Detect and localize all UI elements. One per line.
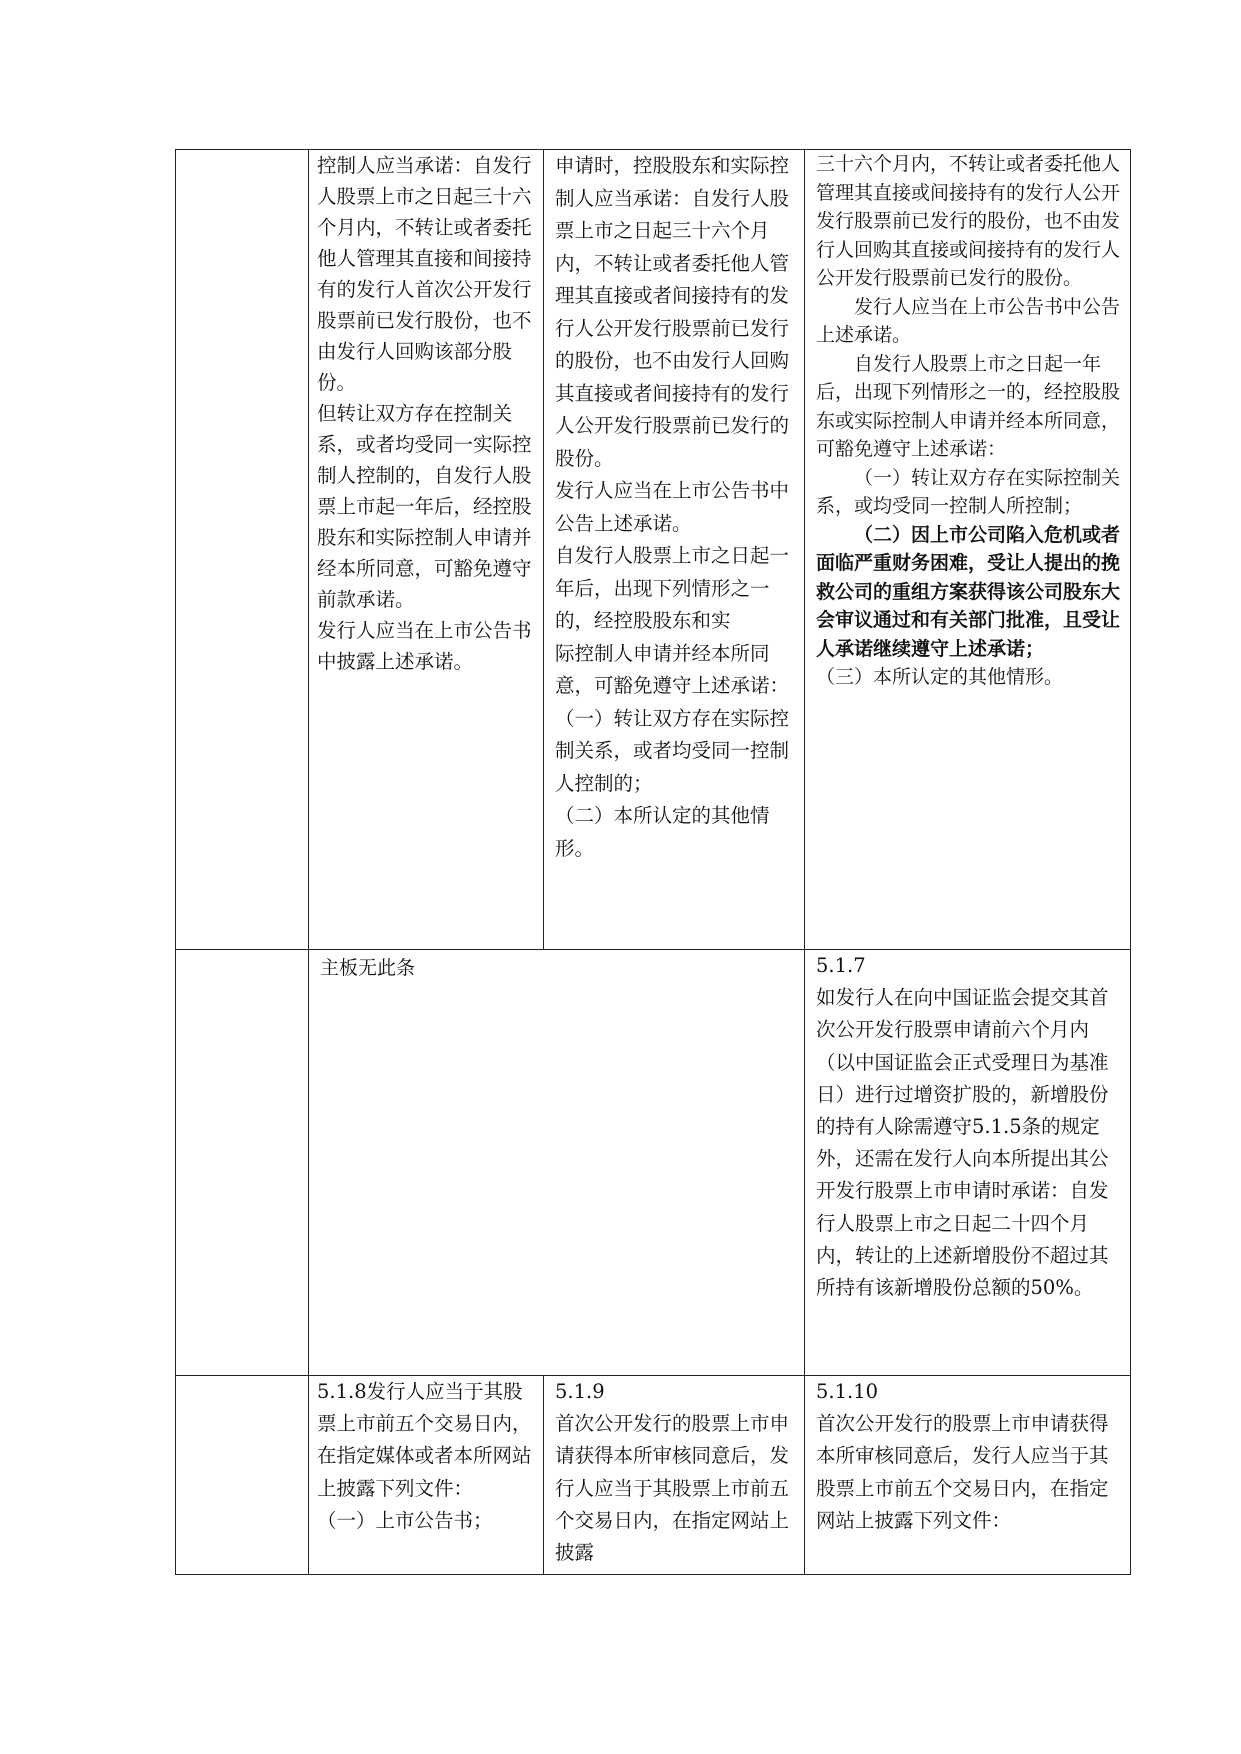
- row3-col3-para: 5.1.10: [816, 1380, 879, 1403]
- row1-col3-para: （三）本所认定的其他情形。: [816, 666, 1064, 688]
- row1-col2-cell: [544, 150, 805, 950]
- row1-col1-para: 发行人应当在上市公告书中披露上述承诺。: [317, 619, 532, 673]
- row3-col1-para: 5.1.8发行人应当于其股票上市前五个交易日内，在指定媒体或者本所网站上披露下列文件：: [317, 1380, 532, 1500]
- row2-merged-text: 主板无此条: [320, 957, 416, 979]
- row1-col1-para: 控制人应当承诺：自发行人股票上市之日起三十六个月内，不转让或者委托他人管理其直接和间接持有的发行人首次公开发行股票前已发行股份，也不由发行人回购该部分股份。: [317, 154, 532, 394]
- row1-col2-para: 发行人应当在上市公告书中公告上述承诺。: [555, 479, 790, 535]
- comparison-table: [175, 149, 1131, 1575]
- row1-col0-cell: [176, 150, 309, 950]
- row3-col0-cell: [176, 1376, 309, 1575]
- row3-col2-para: 5.1.9: [555, 1380, 605, 1403]
- row2-merged-cell: [309, 950, 805, 1376]
- row1-col3-cell: [805, 150, 1131, 950]
- row1-col3-para-bold: （二）因上市公司陷入危机或者面临严重财务困难，受让人提出的挽救公司的重组方案获得该公司股东大会审议通过和有关部门批准，且受让人承诺继续遵守上述承诺；: [816, 523, 1121, 660]
- row1-col3-para: （一）转让双方存在实际控制关系，或均受同一控制人所控制；: [816, 466, 1121, 517]
- row1-col2-para: （二）本所认定的其他情形。: [555, 804, 770, 860]
- row2-col3-cell: [805, 950, 1131, 1376]
- row1-col3-para: 发行人应当在上市公告书中公告上述承诺。: [816, 295, 1121, 346]
- row3-col3-cell: [805, 1376, 1131, 1575]
- row3-col3-para: 首次公开发行的股票上市申请获得本所审核同意后，发行人应当于其股票上市前五个交易日内，在指定网站上披露下列文件：: [816, 1412, 1109, 1532]
- row3-col1-cell: [309, 1376, 544, 1575]
- row2-col3-para: 如发行人在向中国证监会提交其首次公开发行股票申请前六个月内（以中国证监会正式受理日为基准日）进行过增资扩股的，新增股份的持有人除需遵守5.1.5条的规定外，还需在发行人向本所提出其公开发行股票上市申请时承诺：自发行人股票上市之日起二十四个月内，转让的上述新增股份不超过其所持有该新增股份总额的50%。: [816, 986, 1109, 1300]
- table-row: [176, 1376, 1131, 1575]
- row3-col2-para: 首次公开发行的股票上市申请获得本所审核同意后，发行人应当于其股票上市前五个交易日内，在指定网站上披露: [555, 1412, 790, 1565]
- row1-col2-para: 际控制人申请并经本所同意，可豁免遵守上述承诺：: [555, 641, 790, 697]
- row3-col2-cell: [544, 1376, 805, 1575]
- row2-col3-para: 5.1.7: [816, 954, 866, 977]
- row1-col3-para: 自发行人股票上市之日起一年后，出现下列情形之一的，经控股股东或实际控制人申请并经本所同意，可豁免遵守上述承诺：: [816, 352, 1121, 460]
- row3-col1-para: （一）上市公告书；: [317, 1508, 493, 1532]
- row1-col1-para: 但转让双方存在控制关系，或者均受同一实际控制人控制的，自发行人股票上市起一年后，经控股股东和实际控制人申请并经本所同意，可豁免遵守前款承诺。: [317, 402, 532, 611]
- row2-col0-cell: [176, 950, 309, 1376]
- row1-col2-para: 申请时，控股股东和实际控制人应当承诺：自发行人股票上市之日起三十六个月内，不转让或者委托他人管理其直接或者间接持有的发行人公开发行股票前已发行的股份，也不由发行人回购其直接或者间接持有的发行人公开发行股票前已发行的股份。: [555, 154, 790, 470]
- table-row: [176, 150, 1131, 950]
- row1-col2-para: （一）转让双方存在实际控制关系，或者均受同一控制人控制的；: [555, 706, 790, 795]
- table-row: [176, 950, 1131, 1376]
- row1-col2-para: 自发行人股票上市之日起一年后，出现下列情形之一的，经控股股东和实: [555, 544, 790, 632]
- row1-col1-cell: [309, 150, 544, 950]
- row1-col3-para: 三十六个月内，不转让或者委托他人管理其直接或间接持有的发行人公开发行股票前已发行的股份，也不由发行人回购其直接或间接持有的发行人公开发行股票前已发行的股份。: [816, 153, 1121, 289]
